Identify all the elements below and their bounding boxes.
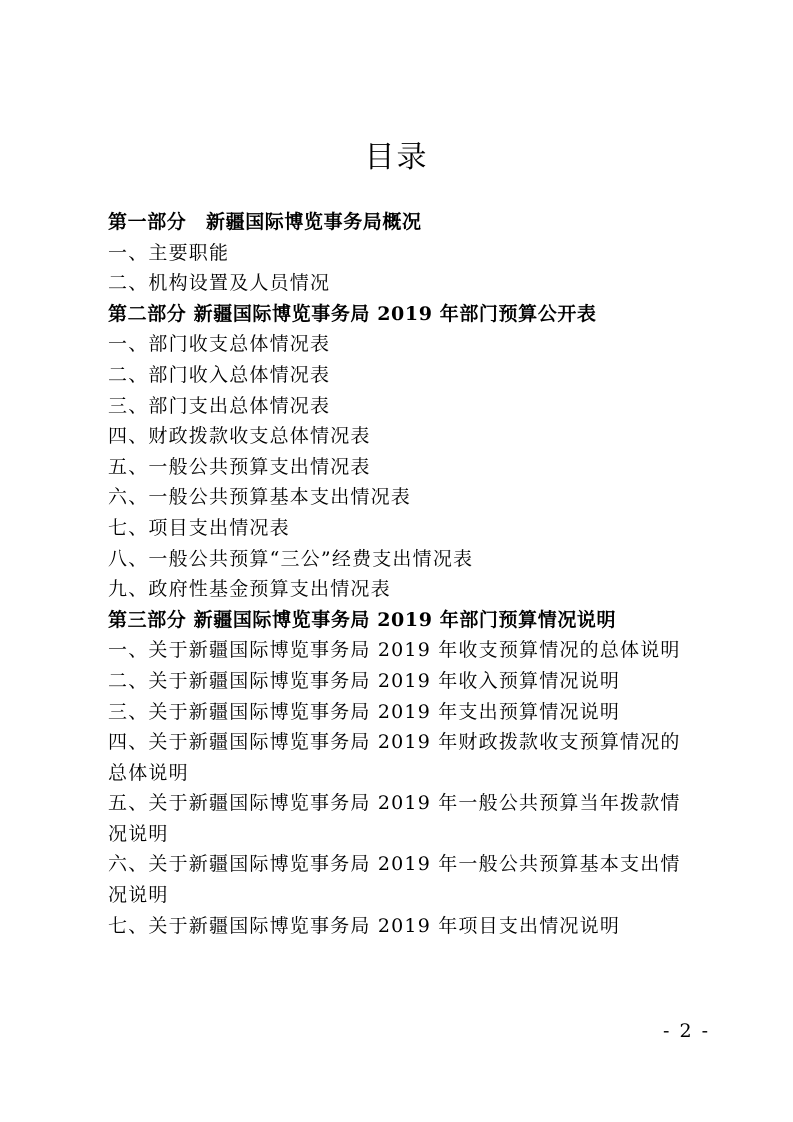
page-title: 目录 [364,140,429,175]
toc-entry: 五、一般公共预算支出情况表 [108,455,371,478]
toc-entry: 六、一般公共预算基本支出情况表 [108,486,412,509]
toc-entry: 二、关于新疆国际博览事务局 2019 年收入预算情况说明 [108,669,621,692]
toc-entry: 六、关于新疆国际博览事务局 2019 年一般公共预算基本支出情况说明 [108,853,681,907]
toc-entry: 一、主要职能 [108,241,230,264]
toc-entry: 三、关于新疆国际博览事务局 2019 年支出预算情况说明 [108,700,621,723]
toc-section-heading: 第三部分 新疆国际博览事务局 2019 年部门预算情况说明 [108,608,617,631]
toc-entry: 四、财政拨款收支总体情况表 [108,425,371,448]
toc-entry: 一、部门收支总体情况表 [108,333,331,356]
toc-section-heading: 第二部分 新疆国际博览事务局 2019 年部门预算公开表 [108,302,597,325]
toc-entry: 五、关于新疆国际博览事务局 2019 年一般公共预算当年拨款情况说明 [108,792,681,845]
toc-entry: 四、关于新疆国际博览事务局 2019 年财政拨款收支预算情况的总体说明 [108,731,681,784]
toc-entry: 八、一般公共预算“三公”经费支出情况表 [108,547,474,570]
table-of-contents [108,207,708,941]
page-number: - 2 - [662,1020,710,1042]
toc-entry: 七、项目支出情况表 [108,516,290,539]
toc-entry: 七、关于新疆国际博览事务局 2019 年项目支出情况说明 [108,914,621,937]
toc-section-heading: 第一部分 新疆国际博览事务局概况 [108,211,422,233]
toc-entry: 三、部门支出总体情况表 [108,394,331,417]
toc-entry: 二、机构设置及人员情况 [108,272,331,295]
toc-entry: 二、部门收入总体情况表 [108,363,331,386]
toc-entry: 九、政府性基金预算支出情况表 [108,578,391,601]
toc-entry: 一、关于新疆国际博览事务局 2019 年收支预算情况的总体说明 [108,639,681,662]
